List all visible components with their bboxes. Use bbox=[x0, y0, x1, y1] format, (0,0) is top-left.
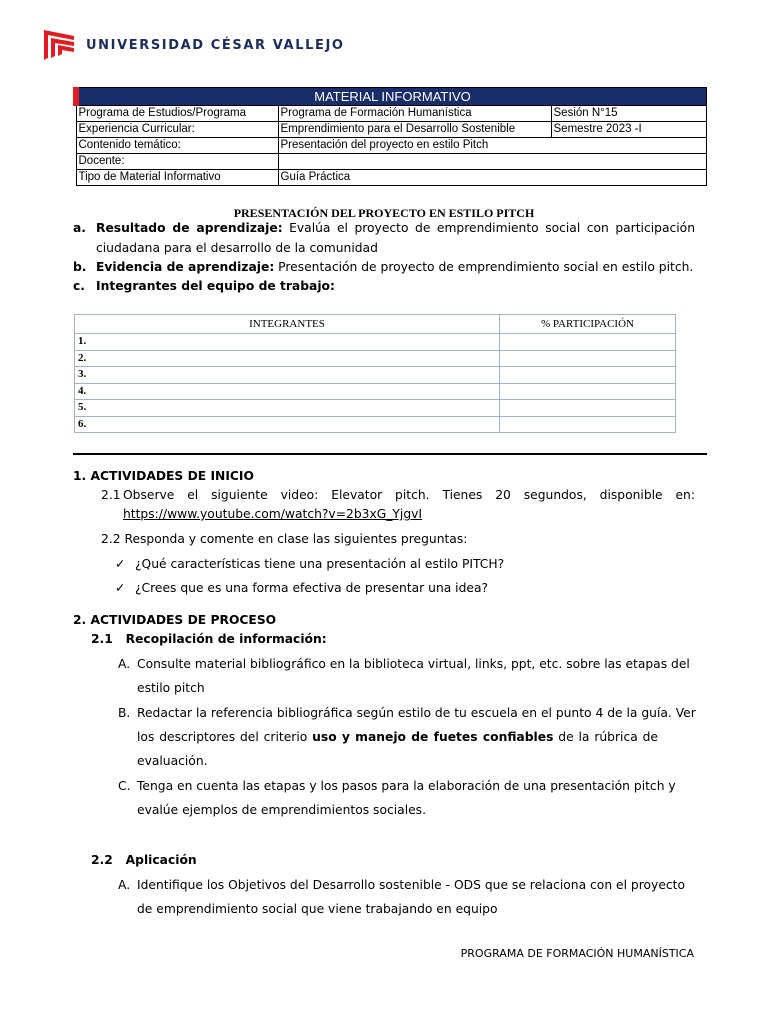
section2-2-1: 2.1 Recopilación de información: bbox=[91, 632, 327, 646]
table-row bbox=[76, 122, 707, 138]
list-text: Identifique los Objetivos del Desarrollo sostenible - ODS que se relaciona con el proyecto bbox=[137, 878, 685, 892]
section2-heading: 2. ACTIVIDADES DE PROCESO bbox=[73, 613, 277, 627]
team-row-participation bbox=[500, 350, 676, 367]
section1-2-1 bbox=[101, 485, 695, 505]
info-label: Programa de Estudios/Programa bbox=[76, 106, 278, 122]
table-row bbox=[76, 170, 707, 186]
team-row-number: 4. bbox=[75, 383, 500, 400]
item-label: Resultado de aprendizaje: bbox=[96, 221, 283, 235]
list-text-line bbox=[137, 727, 658, 747]
info-extra: Sesión N°15 bbox=[551, 106, 707, 122]
item-letter: a. bbox=[73, 221, 86, 235]
item-a bbox=[73, 218, 695, 258]
team-row-number: 1. bbox=[75, 334, 500, 351]
info-label: Experiencia Curricular: bbox=[76, 122, 278, 138]
table-row bbox=[75, 334, 676, 351]
list-letter: A. bbox=[118, 878, 131, 892]
document-title: PRESENTACIÓN DEL PROYECTO EN ESTILO PITCH bbox=[233, 206, 535, 220]
team-col-integrantes: INTEGRANTES bbox=[75, 315, 500, 334]
page-footer: PROGRAMA DE FORMACIÓN HUMANÍSTICA bbox=[460, 947, 694, 960]
check-icon: ✓ bbox=[115, 581, 126, 595]
list-text: Redactar la referencia bibliográfica según estilo de tu escuela en el punto 4 de la guía. Ver bbox=[137, 706, 696, 720]
info-value: Programa de Formación Humanística bbox=[278, 106, 551, 122]
table-row bbox=[75, 350, 676, 367]
team-row-participation bbox=[500, 416, 676, 433]
section1-2-2: 2.2 Responda y comente en clase las siguientes preguntas: bbox=[101, 532, 468, 546]
question-1 bbox=[115, 554, 504, 574]
section1-heading: 1. ACTIVIDADES DE INICIO bbox=[73, 469, 254, 483]
team-row-participation bbox=[500, 367, 676, 384]
item-b-text bbox=[96, 257, 693, 277]
list-letter: A. bbox=[118, 657, 131, 671]
list-text: evaluación. bbox=[137, 754, 208, 768]
video-link[interactable]: https://www.youtube.com/watch?v=2b3xG_YjgvI bbox=[123, 507, 423, 521]
info-label: Docente: bbox=[76, 154, 278, 170]
list-text: evalúe ejemplos de emprendimientos sociales. bbox=[137, 803, 427, 817]
divider bbox=[73, 453, 707, 455]
info-value: Emprendimiento para el Desarrollo Sostenible bbox=[278, 122, 551, 138]
table-row bbox=[76, 106, 707, 122]
info-extra: Semestre 2023 -I bbox=[551, 122, 707, 138]
list-item-C bbox=[118, 776, 676, 820]
item-letter: c. bbox=[73, 279, 85, 293]
question-text: ¿Qué características tiene una presentación al estilo PITCH? bbox=[135, 557, 505, 571]
table-row bbox=[75, 383, 676, 400]
info-table bbox=[73, 87, 707, 186]
item-content: Evalúa el proyecto de emprendimiento social con participación ciudadana para el desarrollo de la comunidad bbox=[96, 221, 695, 255]
info-value bbox=[278, 154, 707, 170]
section-text: Observe el siguiente video: Elevator pitch. Tienes 20 segundos, disponible en: bbox=[123, 488, 695, 502]
team-row-number: 3. bbox=[75, 367, 500, 384]
list-text-bold: uso y manejo de fuetes confiables bbox=[312, 730, 554, 744]
ucv-shield-icon bbox=[42, 28, 76, 62]
question-2 bbox=[115, 578, 488, 598]
list-text: los descriptores del criterio bbox=[137, 730, 313, 744]
team-row-number: 6. bbox=[75, 416, 500, 433]
section2-2-2: 2.2 Aplicación bbox=[91, 853, 197, 867]
table-row bbox=[76, 154, 707, 170]
item-letter: b. bbox=[73, 260, 87, 274]
question-text: ¿Crees que es una forma efectiva de presentar una idea? bbox=[135, 581, 489, 595]
list-text: Tenga en cuenta las etapas y los pasos para la elaboración de una presentación pitch y bbox=[137, 779, 676, 793]
table-row bbox=[75, 367, 676, 384]
team-col-participacion: % PARTICIPACIÓN bbox=[500, 315, 676, 334]
university-name: UNIVERSIDAD CÉSAR VALLEJO bbox=[86, 37, 345, 53]
team-row-participation bbox=[500, 334, 676, 351]
item-label: Evidencia de aprendizaje: bbox=[96, 260, 275, 274]
list-text: Consulte material bibliográfico en la biblioteca virtual, links, ppt, etc. sobre las etapas del bbox=[137, 657, 690, 671]
team-row-participation bbox=[500, 400, 676, 417]
item-b bbox=[73, 257, 695, 277]
team-table bbox=[74, 314, 676, 433]
table-row bbox=[76, 138, 707, 154]
list-item-D bbox=[118, 875, 685, 919]
video-link-wrap bbox=[123, 504, 422, 524]
list-text: estilo pitch bbox=[137, 681, 205, 695]
table-row bbox=[75, 416, 676, 433]
team-row-participation bbox=[500, 383, 676, 400]
list-letter: B. bbox=[118, 706, 131, 720]
section-number: 2.1 bbox=[101, 488, 121, 502]
list-text: de la rúbrica de bbox=[553, 730, 658, 744]
item-content: Presentación de proyecto de emprendimiento social en estilo pitch. bbox=[274, 260, 694, 274]
item-c bbox=[73, 276, 695, 296]
info-value: Guía Práctica bbox=[278, 170, 707, 186]
list-text: de emprendimiento social que viene trabajando en equipo bbox=[137, 902, 498, 916]
university-logo bbox=[42, 28, 345, 62]
list-item-B bbox=[118, 703, 696, 771]
info-value: Presentación del proyecto en estilo Pitch bbox=[278, 138, 707, 154]
info-table-title: MATERIAL INFORMATIVO bbox=[76, 88, 707, 106]
team-row-number: 5. bbox=[75, 400, 500, 417]
list-letter: C. bbox=[118, 779, 131, 793]
info-label: Contenido temático: bbox=[76, 138, 278, 154]
item-label: Integrantes del equipo de trabajo: bbox=[96, 279, 335, 293]
item-a-text bbox=[96, 218, 695, 258]
check-icon: ✓ bbox=[115, 557, 126, 571]
table-row bbox=[75, 400, 676, 417]
info-label: Tipo de Material Informativo bbox=[76, 170, 278, 186]
team-row-number: 2. bbox=[75, 350, 500, 367]
list-item-A bbox=[118, 654, 690, 698]
